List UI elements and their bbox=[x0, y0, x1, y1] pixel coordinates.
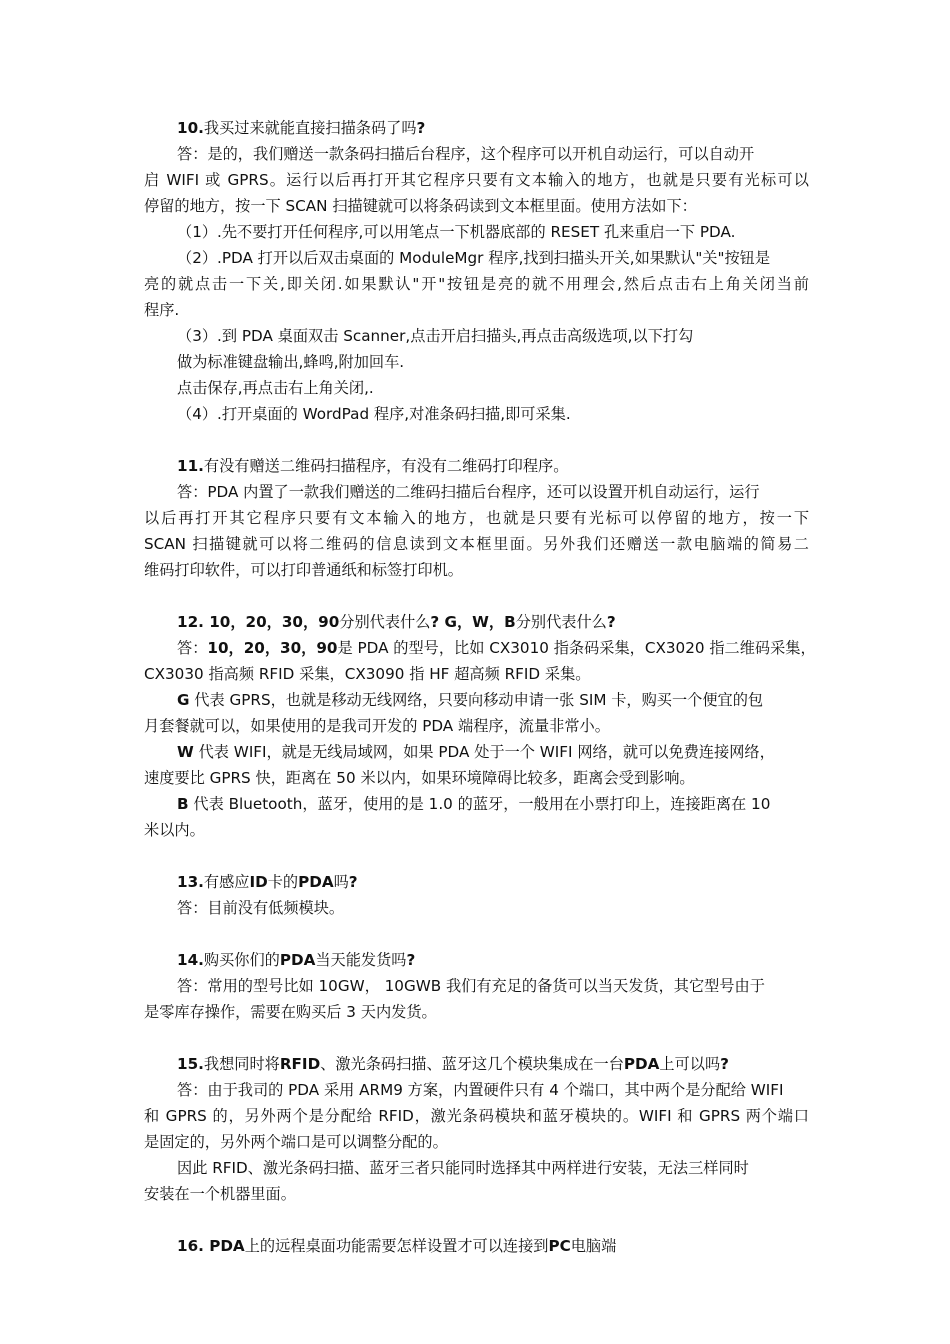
answer-14-line: 答：常用的型号比如 10GW， 10GWB 我们有充足的备货可以当天发货，其它型号由于 bbox=[177, 977, 765, 995]
question-11-heading: 11.有没有赠送二维码扫描程序，有没有二维码打印程序。 bbox=[177, 457, 569, 475]
answer-12-bluetooth: 米以内。 bbox=[144, 821, 205, 839]
answer-15-line: 安装在一个机器里面。 bbox=[144, 1185, 296, 1203]
answer-15-line: 答：由于我司的 PDA 采用 ARM9 方案，内置硬件只有 4 个端口，其中两个是分配给 WIFI bbox=[177, 1081, 784, 1099]
question-14-heading: 14.购买你们的PDA当天能发货吗? bbox=[177, 951, 416, 969]
question-15-heading: 15.我想同时将RFID、激光条码扫描、蓝牙这几个模块集成在一台PDA上可以吗? bbox=[177, 1055, 729, 1073]
answer-11-line: SCAN 扫描键就可以将二维码的信息读到文本框里面。另外我们还赠送一款电脑端的简易二 bbox=[144, 535, 809, 553]
answer-11-line: 以后再打开其它程序只要有文本输入的地方，也就是只要有光标可以停留的地方，按一下 bbox=[144, 509, 809, 527]
question-10-heading: 10.我买过来就能直接扫描条码了吗? bbox=[177, 119, 426, 137]
answer-13-line: 答：目前没有低频模块。 bbox=[177, 899, 345, 917]
answer-12-gprs: G 代表 GPRS，也就是移动无线网络，只要向移动申请一张 SIM 卡，购买一个便宜的包 bbox=[177, 691, 764, 709]
answer-12-gprs: 月套餐就可以，如果使用的是我司开发的 PDA 端程序，流量非常小。 bbox=[144, 717, 610, 735]
answer-14-line: 是零库存操作，需要在购买后 3 天内发货。 bbox=[144, 1003, 437, 1021]
answer-15-line: 和 GPRS 的，另外两个是分配给 RFID，激光条码模块和蓝牙模块的。WIFI 和 GPRS 两个端口 bbox=[144, 1107, 809, 1125]
answer-10-line: 停留的地方，按一下 SCAN 扫描键就可以将条码读到文本框里面。使用方法如下： bbox=[144, 197, 697, 215]
answer-12-bluetooth: B 代表 Bluetooth，蓝牙，使用的是 1.0 的蓝牙，一般用在小票打印上，连接距离在 10 bbox=[177, 795, 771, 813]
answer-10-step: 亮的就点击一下关,即关闭.如果默认"开"按钮是亮的就不用理会,然后点击右上角关闭当前 bbox=[144, 275, 809, 293]
question-13-heading: 13.有感应ID卡的PDA吗? bbox=[177, 873, 358, 891]
answer-15-line: 是固定的，另外两个端口是可以调整分配的。 bbox=[144, 1133, 448, 1151]
answer-10-step: （4）.打开桌面的 WordPad 程序,对准条码扫描,即可采集. bbox=[177, 405, 571, 423]
answer-12-wifi: 速度要比 GPRS 快，距离在 50 米以内，如果环境障碍比较多，距离会受到影响。 bbox=[144, 769, 695, 787]
answer-10-step: 点击保存,再点击右上角关闭,. bbox=[177, 379, 374, 397]
answer-12-line: CX3030 指高频 RFID 采集，CX3090 指 HF 超高频 RFID 采集。 bbox=[144, 665, 591, 683]
answer-12-wifi: W 代表 WIFI，就是无线局域网，如果 PDA 处于一个 WIFI 网络，就可以免费连接网络， bbox=[177, 743, 775, 761]
answer-10-step: （3）.到 PDA 桌面双击 Scanner,点击开启扫描头,再点击高级选项,以下打勾 bbox=[177, 327, 694, 345]
answer-12-line: 答：10，20，30，90是 PDA 的型号，比如 CX3010 指条码采集，CX3020 指二维码采集， bbox=[177, 639, 816, 657]
answer-11-line: 答：PDA 内置了一款我们赠送的二维码扫描后台程序，还可以设置开机自动运行，运行 bbox=[177, 483, 760, 501]
answer-10-step: （2）.PDA 打开以后双击桌面的 ModuleMgr 程序,找到扫描头开关,如果默认"关"按钮是 bbox=[177, 249, 771, 267]
answer-10-step: 程序. bbox=[144, 301, 180, 319]
question-12-heading: 12. 10，20，30，90分别代表什么? G，W，B分别代表什么? bbox=[177, 613, 616, 631]
answer-11-line: 维码打印软件，可以打印普通纸和标签打印机。 bbox=[144, 561, 463, 579]
answer-10-step: （1）.先不要打开任何程序,可以用笔点一下机器底部的 RESET 孔来重启一下 PDA. bbox=[177, 223, 736, 241]
answer-10-line: 答：是的，我们赠送一款条码扫描后台程序，这个程序可以开机自动运行，可以自动开 bbox=[177, 145, 755, 163]
answer-10-step: 做为标准键盘输出,蜂鸣,附加回车. bbox=[177, 353, 405, 371]
question-16-heading: 16. PDA上的远程桌面功能需要怎样设置才可以连接到PC电脑端 bbox=[177, 1237, 617, 1255]
answer-10-line: 启 WIFI 或 GPRS。运行以后再打开其它程序只要有文本输入的地方，也就是只要有光标可以 bbox=[144, 171, 809, 189]
answer-15-line: 因此 RFID、激光条码扫描、蓝牙三者只能同时选择其中两样进行安装，无法三样同时 bbox=[177, 1159, 749, 1177]
